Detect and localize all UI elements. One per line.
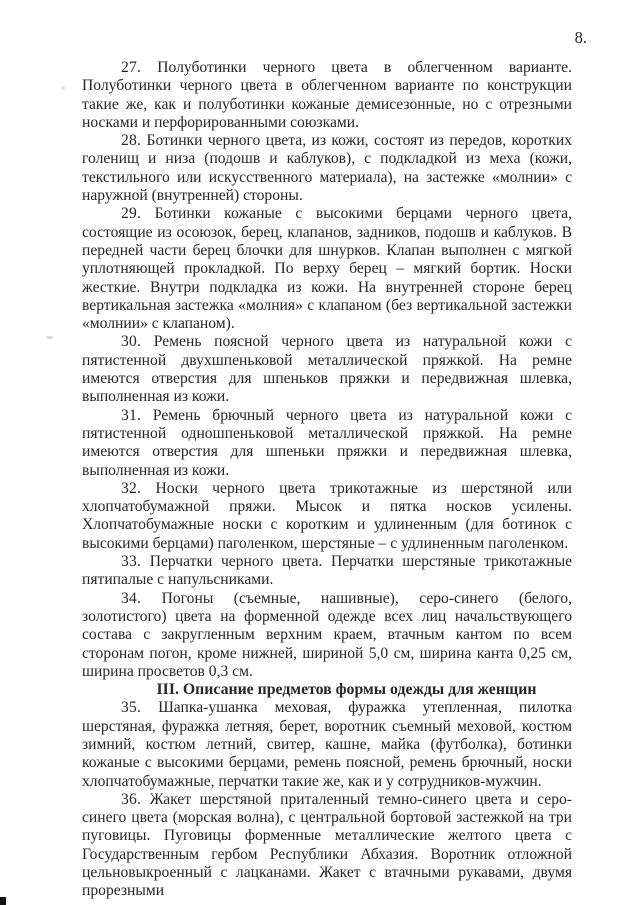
paragraph-35	[82, 699, 572, 790]
paragraph-29	[82, 205, 572, 333]
paragraph-30-text: Ремень поясной черного цвета из натуральной кожи с пятистенной двухшпеньковой металлической пряжкой. На ремне имеются отверстия для шпеньков пряжки и передвижная шлевка, выполненная из кожи.	[82, 333, 572, 406]
paragraph-28	[82, 132, 572, 205]
scan-speck	[46, 336, 53, 339]
paragraph-32-number: 32.	[121, 479, 142, 497]
paragraph-36-text: Жакет шерстяной приталенный темно-синего цвета и серо-синего цвета (морская волна), с центральной бортовой застежкой на три пуговицы. Пуговицы форменные металлические желтого цвета с Государственным гербом Республики Абхазия. Воротник отложной цельновыкроенный с лацканами. Жакет с втачными рукавами, двумя прорезными	[82, 790, 572, 900]
paragraph-28-number: 28.	[121, 132, 142, 150]
paragraph-29-number: 29.	[121, 205, 142, 223]
paragraph-34-text: Погоны (съемные, нашивные), серо-синего (белого, золотистого) цвета на форменной одежде всех лиц начальствующего состава с закругленным верхним краем, втачным кантом по всем сторонам погон, кроме нижней, шириной 5,0 см, ширина канта 0,25 см, ширина просветов 0,3 см.	[82, 589, 573, 680]
paragraph-33	[82, 553, 572, 590]
paragraph-34-number: 34.	[121, 589, 142, 607]
paragraph-33-text: Перчатки черного цвета. Перчатки шерстяные трикотажные пятипалые с напульсниками.	[82, 553, 572, 589]
paragraph-36-number: 36.	[121, 790, 142, 808]
paragraph-27	[82, 59, 572, 132]
paragraph-31	[82, 407, 572, 480]
paragraph-27-number: 27.	[121, 59, 142, 76]
paragraph-36	[82, 791, 572, 901]
scan-corner-artifact	[0, 897, 6, 905]
paragraph-33-number: 33.	[121, 553, 142, 571]
paragraph-32-text: Носки черного цвета трикотажные из шерстяной или хлопчатобумажной пряжи. Мысок и пятка носков усилены. Хлопчатобумажные носки с коротким и удлиненным (для ботинок с высокими берцами) паголенком, шерстяные – с удлиненным паголенком.	[82, 479, 572, 552]
paragraph-28-text: Ботинки черного цвета, из кожи, состоят из передов, коротких голенищ и низа (подошв и каблуков), с подкладкой из меха (кожи, текстильного или искусственного материала), на застежке «молнии» с наружной (внутренней) стороны.	[82, 132, 572, 205]
paragraph-31-number: 31.	[121, 406, 142, 424]
paragraph-32	[82, 480, 572, 553]
paragraph-35-number: 35.	[121, 699, 142, 717]
paragraph-30-number: 30.	[121, 333, 142, 351]
paragraph-27-text: Полуботинки черного цвета в облегченном варианте. Полуботинки черного цвета в облегченном варианте по конструкции такие же, как и полуботинки кожаные демисезонные, но с отрезными носками и перфорированными союзками.	[82, 59, 572, 131]
page-number: 8.	[574, 28, 587, 47]
document-body	[82, 59, 572, 901]
scan-speck	[61, 86, 65, 90]
paragraph-29-text: Ботинки кожаные с высокими берцами черного цвета, состоящие из осоюзок, берец, клапанов, задников, подошв и каблуков. В передней части берец блочки для шнурков. Клапан выполнен с мягкой уплотняющей прокладкой. По верху берец – мягкий бортик. Носки жесткие. Внутри подкладка из кожи. На внутренней стороне берец вертикальная застежка «молния» с клапаном (без вертикальной застежки «молнии» с клапаном).	[82, 205, 572, 333]
paragraph-31-text: Ремень брючный черного цвета из натуральной кожи с пятистенной одношпеньковой металлической пряжкой. На ремне имеются отверстия для шпеньки пряжки и передвижная шлевка, выполненная из кожи.	[82, 406, 572, 479]
paragraph-30	[82, 333, 572, 406]
paragraph-35-text: Шапка-ушанка меховая, фуражка утепленная, пилотка шерстяная, фуражка летняя, берет, воротник съемный меховой, костюм зимний, костюм летний, свитер, кашне, майка (футболка), ботинки кожаные с высокими берцами, ремень поясной, ремень брючный, носки хлопчатобумажные, перчатки такие же, как и у сотрудников-мужчин.	[82, 699, 572, 790]
paragraph-34	[82, 590, 572, 681]
section-heading: III. Описание предметов формы одежды для женщин	[156, 681, 537, 699]
